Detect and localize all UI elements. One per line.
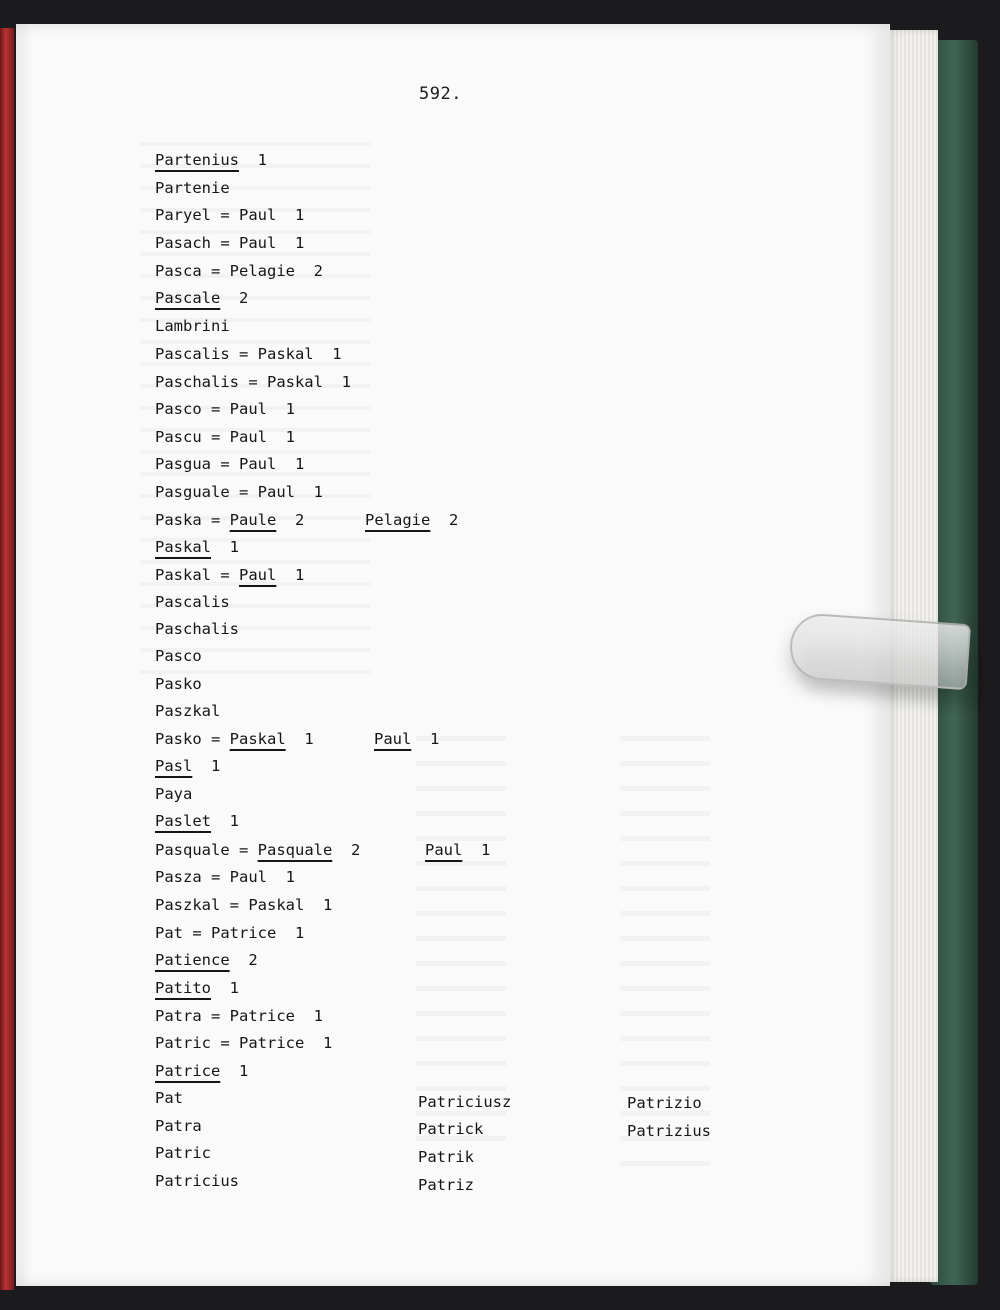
- page-number: 592.: [419, 84, 462, 104]
- variant-col1-item: Pat: [155, 1089, 183, 1107]
- entry-headword: Paslet: [155, 812, 211, 830]
- entry-headword: Pascale: [155, 289, 221, 307]
- entry-line: [155, 345, 342, 363]
- entry-count: 1: [211, 812, 239, 830]
- entry-count: 2: [276, 511, 305, 529]
- entry-line: [155, 702, 220, 720]
- entry-count: 2: [332, 841, 361, 859]
- variant-col2-item: Patrik: [418, 1148, 474, 1166]
- entry-line: [155, 206, 304, 224]
- entry-line: [155, 151, 267, 169]
- entry-count: 1: [220, 1062, 249, 1080]
- entry-count: 1: [276, 566, 305, 584]
- plastic-bookmark-tab: [788, 612, 971, 690]
- entry-text: Patra = Patrice 1: [155, 1007, 323, 1025]
- entry-headword: Paskal: [229, 730, 286, 748]
- entry-text: Pascu = Paul 1: [155, 428, 295, 446]
- entry-text: Partenie: [155, 179, 230, 197]
- bleed-through-shadow: [620, 716, 710, 1186]
- variant-col3-item: Patrizius: [627, 1122, 711, 1140]
- entry-line: [155, 428, 295, 446]
- entry-text: Paschalis = Paskal 1: [155, 373, 351, 391]
- entry-text: Pat = Patrice 1: [155, 924, 305, 942]
- entry-line: [155, 483, 323, 501]
- entry-headword: Patience: [155, 951, 230, 969]
- entry-line: [155, 979, 239, 997]
- entry-line: [155, 262, 323, 280]
- entry-headword: Paule: [229, 511, 277, 529]
- entry-line: [155, 1062, 248, 1080]
- entry-line: [155, 289, 248, 307]
- entry-text: Pasca = Pelagie 2: [155, 262, 323, 280]
- entry-line: [155, 1007, 323, 1025]
- entry-line: [155, 455, 304, 473]
- entry-line: [155, 896, 332, 914]
- entry-count: 2: [229, 951, 258, 969]
- entry-text: Paszkal: [155, 702, 221, 720]
- entry-line: [155, 511, 304, 529]
- entry-text: Pasach = Paul 1: [155, 234, 305, 252]
- entry-text: Pasco = Paul 1: [155, 400, 295, 418]
- entry-text: Pascalis: [155, 593, 230, 611]
- entry-text: Pasco: [155, 647, 202, 665]
- entry-line: [155, 841, 360, 859]
- entry-text: Pasguale = Paul 1: [155, 483, 323, 501]
- entry-line: [155, 647, 202, 665]
- entry-line: [155, 757, 220, 775]
- entry-count: 1: [192, 757, 221, 775]
- entry-headword: Patrice: [155, 1062, 221, 1080]
- variant-col1-item: Patricius: [155, 1172, 239, 1190]
- entry-text: Paschalis: [155, 620, 239, 638]
- entry-count: 2: [220, 289, 249, 307]
- entry-count: 2: [430, 511, 459, 529]
- entry-line: [155, 400, 295, 418]
- bleed-through-shadow: [416, 716, 506, 1146]
- entry-line-secondary: [365, 511, 458, 529]
- entry-count: 1: [411, 730, 440, 748]
- entry-text: Pasko: [155, 675, 202, 693]
- entry-text: Paya: [155, 785, 193, 803]
- entry-line: [155, 234, 304, 252]
- entry-line: [155, 924, 304, 942]
- entry-line: [155, 538, 239, 556]
- entry-line: [155, 868, 295, 886]
- entry-line: [155, 675, 202, 693]
- variant-col2-item: Patriciusz: [418, 1093, 512, 1111]
- entry-line: [155, 812, 239, 830]
- entry-line: [155, 951, 258, 969]
- entry-line: [155, 730, 314, 748]
- entry-text: Lambrini: [155, 317, 230, 335]
- entry-headword: Pasl: [155, 757, 193, 775]
- entry-headword: Paul: [239, 566, 277, 584]
- entry-line: [155, 620, 239, 638]
- entry-text: Pasgua = Paul 1: [155, 455, 305, 473]
- entry-headword: Paul: [425, 841, 463, 859]
- book-cover-left: [0, 28, 14, 1290]
- entry-line: [155, 317, 230, 335]
- entry-line: [155, 785, 192, 803]
- entry-headword: Partenius: [155, 151, 239, 169]
- entry-line: [155, 593, 230, 611]
- entry-text: Pasquale =: [155, 841, 258, 859]
- entry-count: 1: [285, 730, 314, 748]
- entry-text: Pasza = Paul 1: [155, 868, 295, 886]
- entry-text: Pasko =: [155, 730, 230, 748]
- entry-headword: Pasquale: [257, 841, 333, 859]
- entry-line: [155, 179, 230, 197]
- variant-col2-item: Patrick: [418, 1120, 484, 1138]
- entry-headword: Paul: [374, 730, 412, 748]
- entry-count: 1: [239, 151, 267, 169]
- entry-headword: Patito: [155, 979, 211, 997]
- entry-count: 1: [211, 979, 239, 997]
- entry-headword: Pelagie: [365, 511, 431, 529]
- entry-text: Paskal =: [155, 566, 239, 584]
- variant-col1-item: Patric: [155, 1144, 211, 1162]
- entry-headword: Paskal: [155, 538, 211, 556]
- variant-col1-item: Patra: [155, 1117, 202, 1135]
- entry-count: 1: [462, 841, 491, 859]
- entry-line-secondary: [374, 730, 439, 748]
- variant-col2-item: Patriz: [418, 1176, 474, 1194]
- entry-line: [155, 373, 351, 391]
- entry-line: [155, 1034, 332, 1052]
- entry-line: [155, 566, 304, 584]
- book-page: [16, 24, 890, 1286]
- entry-text: Paszkal = Paskal 1: [155, 896, 333, 914]
- entry-line-secondary: [425, 841, 490, 859]
- variant-col3-item: Patrizio: [627, 1094, 702, 1112]
- entry-text: Patric = Patrice 1: [155, 1034, 333, 1052]
- entry-text: Pascalis = Paskal 1: [155, 345, 342, 363]
- entry-count: 1: [211, 538, 239, 556]
- entry-text: Paska =: [155, 511, 230, 529]
- entry-text: Paryel = Paul 1: [155, 206, 305, 224]
